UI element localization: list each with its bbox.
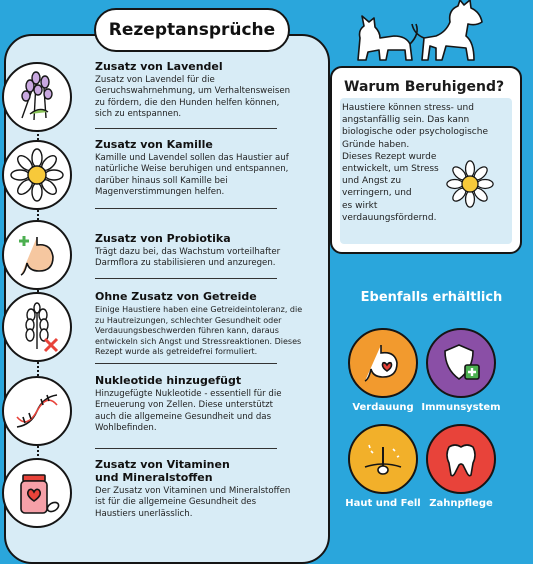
why-line: verdauungsfördernd. [342,212,437,223]
claim-text [95,232,295,270]
dna-icon [2,376,72,446]
digestion-product[interactable] [348,328,418,398]
chamomile-flower-icon [446,160,494,208]
skin-hair-icon [361,437,405,481]
divider [95,128,277,129]
claim-title: Ohne Zusatz von Getreide [95,290,257,303]
why-line: entwickelt, um Stress [342,164,439,175]
claim-description: Der Zusatz von Vitaminen und Mineralstoffen ist für die allgemeine Gesundheit des Haustiers unerlässlich. [95,486,291,519]
why-line: Gründe haben. [342,139,410,150]
why-line: es wirkt [342,200,378,211]
immune-shield-icon [439,341,483,385]
divider [95,363,277,364]
claim-description: Hinzugefügte Nukleotide - essentiell für die Erneuerung von Zellen. Diese unterstützt auch die allgemeine Gesundheit und das Wohlbefinden. [95,389,282,434]
tooth-icon [439,437,483,481]
chamomile-icon [2,140,72,210]
claim-title: Zusatz von Probiotika [95,232,231,245]
why-line: angstanfällig sein. Das kann [342,115,470,126]
claim-text [95,138,295,199]
claim-description: Zusatz von Lavendel für die Geruchswahrnehmung, um Verhaltensweisen zu fördern, die den Hunden helfen können, sich zu entspannen. [95,75,291,120]
claim-text [95,60,295,121]
claim-title: Zusatz von Kamille [95,138,213,151]
dental-product[interactable] [426,424,496,494]
lavender-icon [2,62,72,132]
immune-label[interactable]: Immunsystem [421,402,501,413]
divider [95,448,277,449]
why-line: und Angst zu [342,176,402,187]
divider [95,208,277,209]
why-line: verringern, und [342,188,412,199]
no-grain-icon [2,292,72,362]
why-line: Haustiere können stress- und [342,103,474,113]
also-available-title: Ebenfalls erhältlich [360,290,503,305]
claim-title: Nukleotide hinzugefügt [95,374,242,387]
why-line: biologische oder psychologische [342,127,488,138]
skin-hair-product[interactable] [348,424,418,494]
immune-product[interactable] [426,328,496,398]
claim-description: Einige Haustiere haben eine Getreideintoleranz, die zu Hautreizungen, schlechter Gesundheit oder Verdauungsbeschwerden führen kann, daraus entwickeln sich Angst und Stressreaktionen. Dieses Rezept wurde als getreidefrei formuliert. [95,305,303,357]
why-calming-title: Warum Beruhigend? [344,79,505,95]
digestion-label[interactable]: Verdauung [352,402,414,413]
why-line: Dieses Rezept wurde [342,151,437,162]
cat-and-dog-illustration [350,0,520,64]
dental-label[interactable]: Zahnpflege [429,498,493,509]
claim-description: Trägt dazu bei, das Wachstum vorteilhafter Darmflora zu stabilisieren und anzuregen. [95,247,281,269]
divider [95,278,277,279]
digestion-icon [361,341,405,385]
skin-hair-label[interactable]: Haut und Fell [345,498,421,509]
claim-text [95,374,295,435]
page-title: Rezeptansprüche [94,8,290,52]
claim-title: Zusatz von Lavendel [95,60,223,73]
stomach-plus-icon [2,220,72,290]
vitamin-jar-icon [2,458,72,528]
claim-text [95,458,295,520]
claim-text [95,290,310,358]
claim-description: Kamille und Lavendel sollen das Haustier auf natürliche Weise beruhigen und entspannen, darüber hinaus soll Kamille bei Magenverstimmungen helfen. [95,153,289,198]
claim-title: Zusatz von Vitaminen und Mineralstoffen [95,458,230,484]
